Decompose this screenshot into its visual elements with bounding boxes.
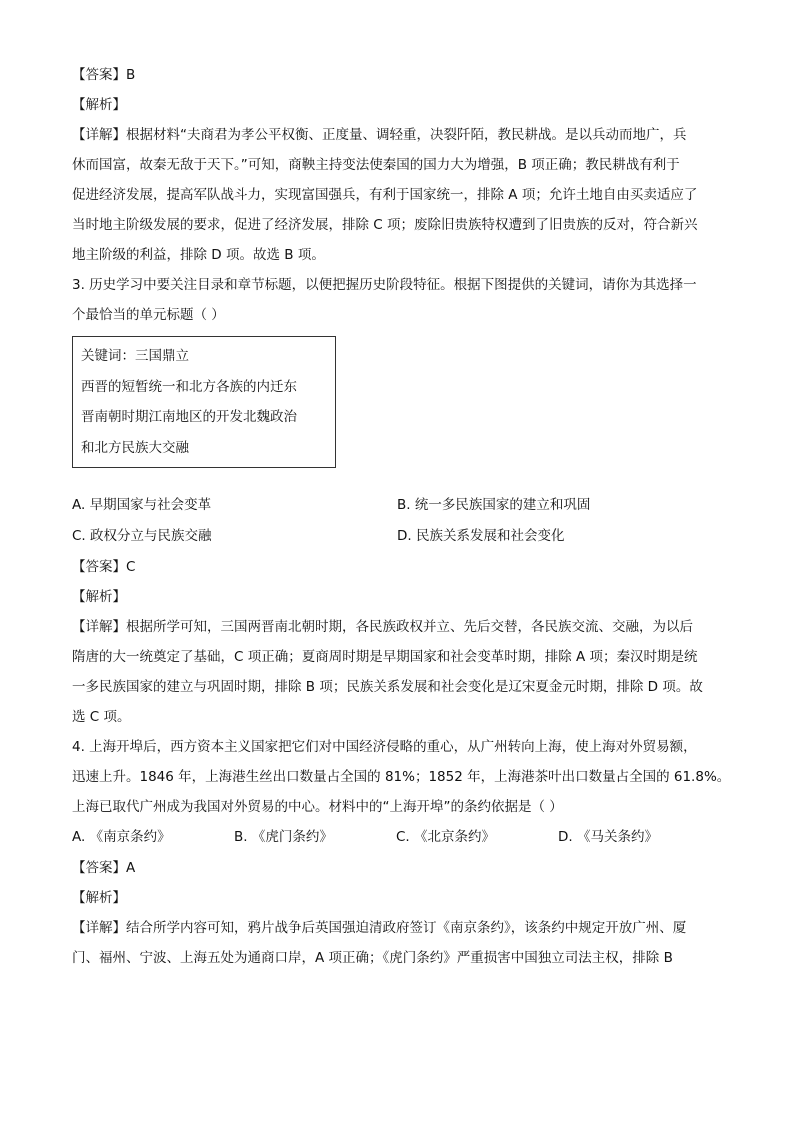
answer-label: 【答案】 bbox=[72, 67, 126, 83]
option-d: D. 民族关系发展和社会变化 bbox=[397, 528, 565, 544]
answer-line bbox=[72, 60, 722, 90]
detail-line: 结合所学内容可知，鸦片战争后英国强迫清政府签订《南京条约》，该条约中规定开放广州、厦 bbox=[126, 920, 687, 936]
detail-paragraph bbox=[72, 120, 722, 270]
option-b: B. 《虎门条约》 bbox=[234, 829, 333, 845]
keyword-line: 西晋的短暂统一和北方各族的内迁东 bbox=[81, 378, 297, 395]
detail-line: 当时地主阶级发展的要求，促进了经济发展，排除 C 项；废除旧贵族特权遭到了旧贵族的反对，符合新兴 bbox=[72, 217, 698, 233]
keyword-box bbox=[72, 336, 336, 468]
stem-line: 个最恰当的单元标题（ ） bbox=[72, 307, 225, 323]
detail-line: 一多民族国家的建立与巩固时期，排除 B 项；民族关系发展和社会变化是辽宋夏金元时期，排除 D 项。故 bbox=[72, 679, 703, 695]
keyword-line: 和北方民族大交融 bbox=[81, 439, 189, 456]
option-c: C. 政权分立与民族交融 bbox=[72, 528, 212, 544]
answer-line bbox=[72, 552, 722, 582]
option-d: D. 《马关条约》 bbox=[558, 829, 658, 845]
detail-line: 选 C 项。 bbox=[72, 709, 131, 725]
answer-label: 【答案】 bbox=[72, 559, 126, 575]
analysis-heading: 【解析】 bbox=[72, 97, 126, 113]
question-4-stem bbox=[72, 732, 731, 822]
answer-value: A bbox=[126, 860, 136, 876]
stem-line: 上海已取代广州成为我国对外贸易的中心。材料中的“上海开埠”的条约依据是（ ） bbox=[72, 799, 563, 815]
stem-line: 迅速上升。1846 年，上海港生丝出口数量占全国的 81%；1852 年，上海港茶叶出口数量占全国的 61.8%。 bbox=[72, 769, 731, 785]
detail-line: 促进经济发展，提高军队战斗力，实现富国强兵，有利于国家统一，排除 A 项；允许土地自由买卖适应了 bbox=[72, 187, 698, 203]
detail-line: 隋唐的大一统奠定了基础，C 项正确；夏商周时期是早期国家和社会变革时期，排除 A 项；秦汉时期是统 bbox=[72, 649, 698, 665]
question-3-stem bbox=[72, 270, 722, 330]
option-b: B. 统一多民族国家的建立和巩固 bbox=[397, 497, 591, 513]
answer-line bbox=[72, 853, 722, 883]
analysis-heading: 【解析】 bbox=[72, 890, 126, 906]
question-4-options bbox=[72, 822, 722, 853]
detail-line: 门、福州、宁波、上海五处为通商口岸，A 项正确；《虎门条约》严重损害中国独立司法主权，排除 B bbox=[72, 950, 673, 966]
answer-label: 【答案】 bbox=[72, 860, 126, 876]
keyword-line: 关键词：三国鼎立 bbox=[81, 348, 189, 364]
question-3-options bbox=[72, 490, 722, 552]
detail-paragraph bbox=[72, 913, 722, 973]
option-c: C. 《北京条约》 bbox=[396, 829, 496, 845]
stem-line: 4. 上海开埠后，西方资本主义国家把它们对中国经济侵略的重心，从广州转向上海，使上海对外贸易额， bbox=[72, 739, 697, 755]
detail-line: 根据所学可知，三国两晋南北朝时期，各民族政权并立、先后交替，各民族交流、交融，为以后 bbox=[126, 619, 693, 635]
detail-label: 【详解】 bbox=[72, 920, 126, 936]
answer-value: C bbox=[126, 559, 136, 575]
document-page bbox=[72, 60, 731, 973]
detail-line: 休而国富，故秦无敌于天下。”可知，商鞅主持变法使秦国的国力大为增强，B 项正确；教民耕战有利于 bbox=[72, 157, 680, 173]
option-a: A. 早期国家与社会变革 bbox=[72, 497, 212, 513]
option-a: A. 《南京条约》 bbox=[72, 829, 171, 845]
detail-paragraph bbox=[72, 612, 722, 732]
detail-label: 【详解】 bbox=[72, 127, 126, 143]
stem-line: 3. 历史学习中要关注目录和章节标题，以便把握历史阶段特征。根据下图提供的关键词，请你为其选择一 bbox=[72, 277, 697, 293]
analysis-heading: 【解析】 bbox=[72, 589, 126, 605]
answer-value: B bbox=[126, 67, 136, 83]
detail-line: 根据材料“夫商君为孝公平权衡、正度量、调轻重，决裂阡陌，教民耕战。是以兵动而地广，兵 bbox=[126, 127, 687, 143]
detail-line: 地主阶级的利益，排除 D 项。故选 B 项。 bbox=[72, 247, 325, 263]
detail-label: 【详解】 bbox=[72, 619, 126, 635]
keyword-line: 晋南朝时期江南地区的开发北魏政治 bbox=[81, 409, 297, 425]
